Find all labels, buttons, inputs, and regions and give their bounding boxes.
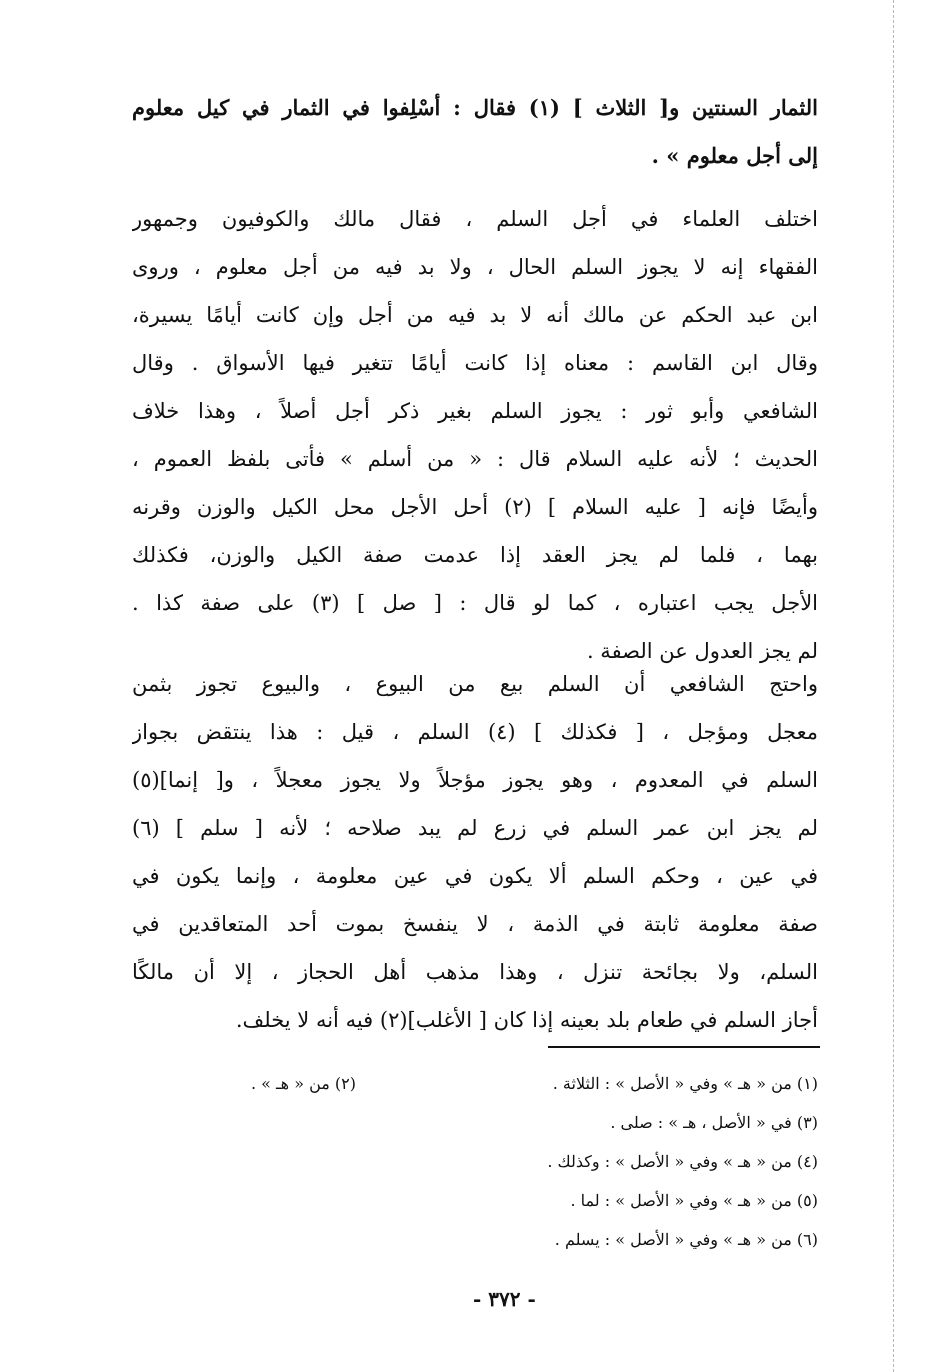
- footnote-row: [132, 1142, 818, 1181]
- text-line: الأجل يجب اعتباره ، كما لو قال : [ صل ] (٣) على صفة كذا .: [132, 591, 818, 615]
- text-line: معجل ومؤجل ، [ فكذلك ] (٤) السلم ، قيل : هذا ينتقض بجواز: [132, 720, 818, 744]
- text-line: لم يجز العدول عن الصفة .: [586, 639, 818, 663]
- text-line: السلم في المعدوم ، وهو يجوز مؤجلاً ولا يجوز معجلاً ، و[ إنما](٥): [132, 768, 818, 792]
- paragraph-1: [132, 84, 818, 180]
- footnote-4: (٤) من « هـ » وفي « الأصل » : وكذلك .: [547, 1152, 818, 1171]
- text-line: بهما ، فلما لم يجز العقد إذا عدمت صفة الكيل والوزن، فكذلك: [132, 543, 818, 567]
- footnote-row: [132, 1220, 818, 1259]
- text-line: أجاز السلم في طعام بلد بعينه إذا كان [ الأغلب](٢) فيه أنه لا يخلف.: [235, 1008, 818, 1032]
- paragraph-2: [132, 195, 818, 675]
- text-line: وقال ابن القاسم : معناه إذا كانت أيامًا تتغير فيها الأسواق . وقال: [132, 351, 818, 375]
- text-line: في عين ، وحكم السلم ألا يكون في عين معلومة ، وإنما يكون في: [132, 864, 818, 888]
- footnote-5: (٥) من « هـ » وفي « الأصل » : لما .: [570, 1191, 818, 1210]
- footnote-1: (١) من « هـ » وفي « الأصل » : الثلاثة .: [552, 1074, 818, 1093]
- footnote-row: [132, 1181, 818, 1220]
- footnote-separator: [548, 1046, 820, 1048]
- footnote-row: [132, 1064, 818, 1103]
- text-line: لم يجز ابن عمر السلم في زرع لم يبد صلاحه ؛ لأنه [ سلم ] (٦): [132, 816, 818, 840]
- text-line: الحديث ؛ لأنه عليه السلام قال : « من أسلم » فأتى بلفظ العموم ،: [132, 447, 818, 471]
- footnotes: [132, 1064, 818, 1259]
- paragraph-3: [132, 660, 818, 1044]
- text-line: الفقهاء إنه لا يجوز السلم الحال ، ولا بد فيه من أجل معلوم ، وروى: [132, 255, 818, 279]
- text-line: صفة معلومة ثابتة في الذمة ، لا ينفسخ بموت أحد المتعاقدين في: [132, 912, 818, 936]
- footnote-6: (٦) من « هـ » وفي « الأصل » : يسلم .: [554, 1230, 818, 1249]
- text-line: الثمار السنتين و[ الثلاث ] (١) فقال : أسْلِفوا في الثمار في كيل معلوم: [132, 95, 818, 120]
- text-line: اختلف العلماء في أجل السلم ، فقال مالك والكوفيون وجمهور: [132, 207, 818, 231]
- text-line: ابن عبد الحكم عن مالك أنه لا بد فيه من أجل وإن كانت أيامًا يسيرة،: [132, 303, 818, 327]
- footnote-2: (٢) من « هـ » .: [250, 1074, 356, 1093]
- text-line: وأيضًا فإنه [ عليه السلام ] (٢) أحل الأجل محل الكيل والوزن وقرنه: [132, 495, 818, 519]
- text-line: واحتج الشافعي أن السلم بيع من البيوع ، والبيوع تجوز بثمن: [132, 672, 818, 696]
- text-line: الشافعي وأبو ثور : يجوز السلم بغير ذكر أجل أصلاً ، وهذا خلاف: [132, 399, 818, 423]
- footnote-row: [132, 1103, 818, 1142]
- footnote-3: (٣) في « الأصل ، هـ » : صلى .: [610, 1113, 818, 1132]
- page-number: - ٣٧٢ -: [473, 1287, 536, 1311]
- text-line: إلى أجل معلوم » .: [651, 143, 818, 168]
- text-line: السلم، ولا بجائحة تنزل ، وهذا مذهب أهل الحجاز ، إلا أن مالكًا: [132, 960, 818, 984]
- gutter-guide-line: [893, 0, 894, 1372]
